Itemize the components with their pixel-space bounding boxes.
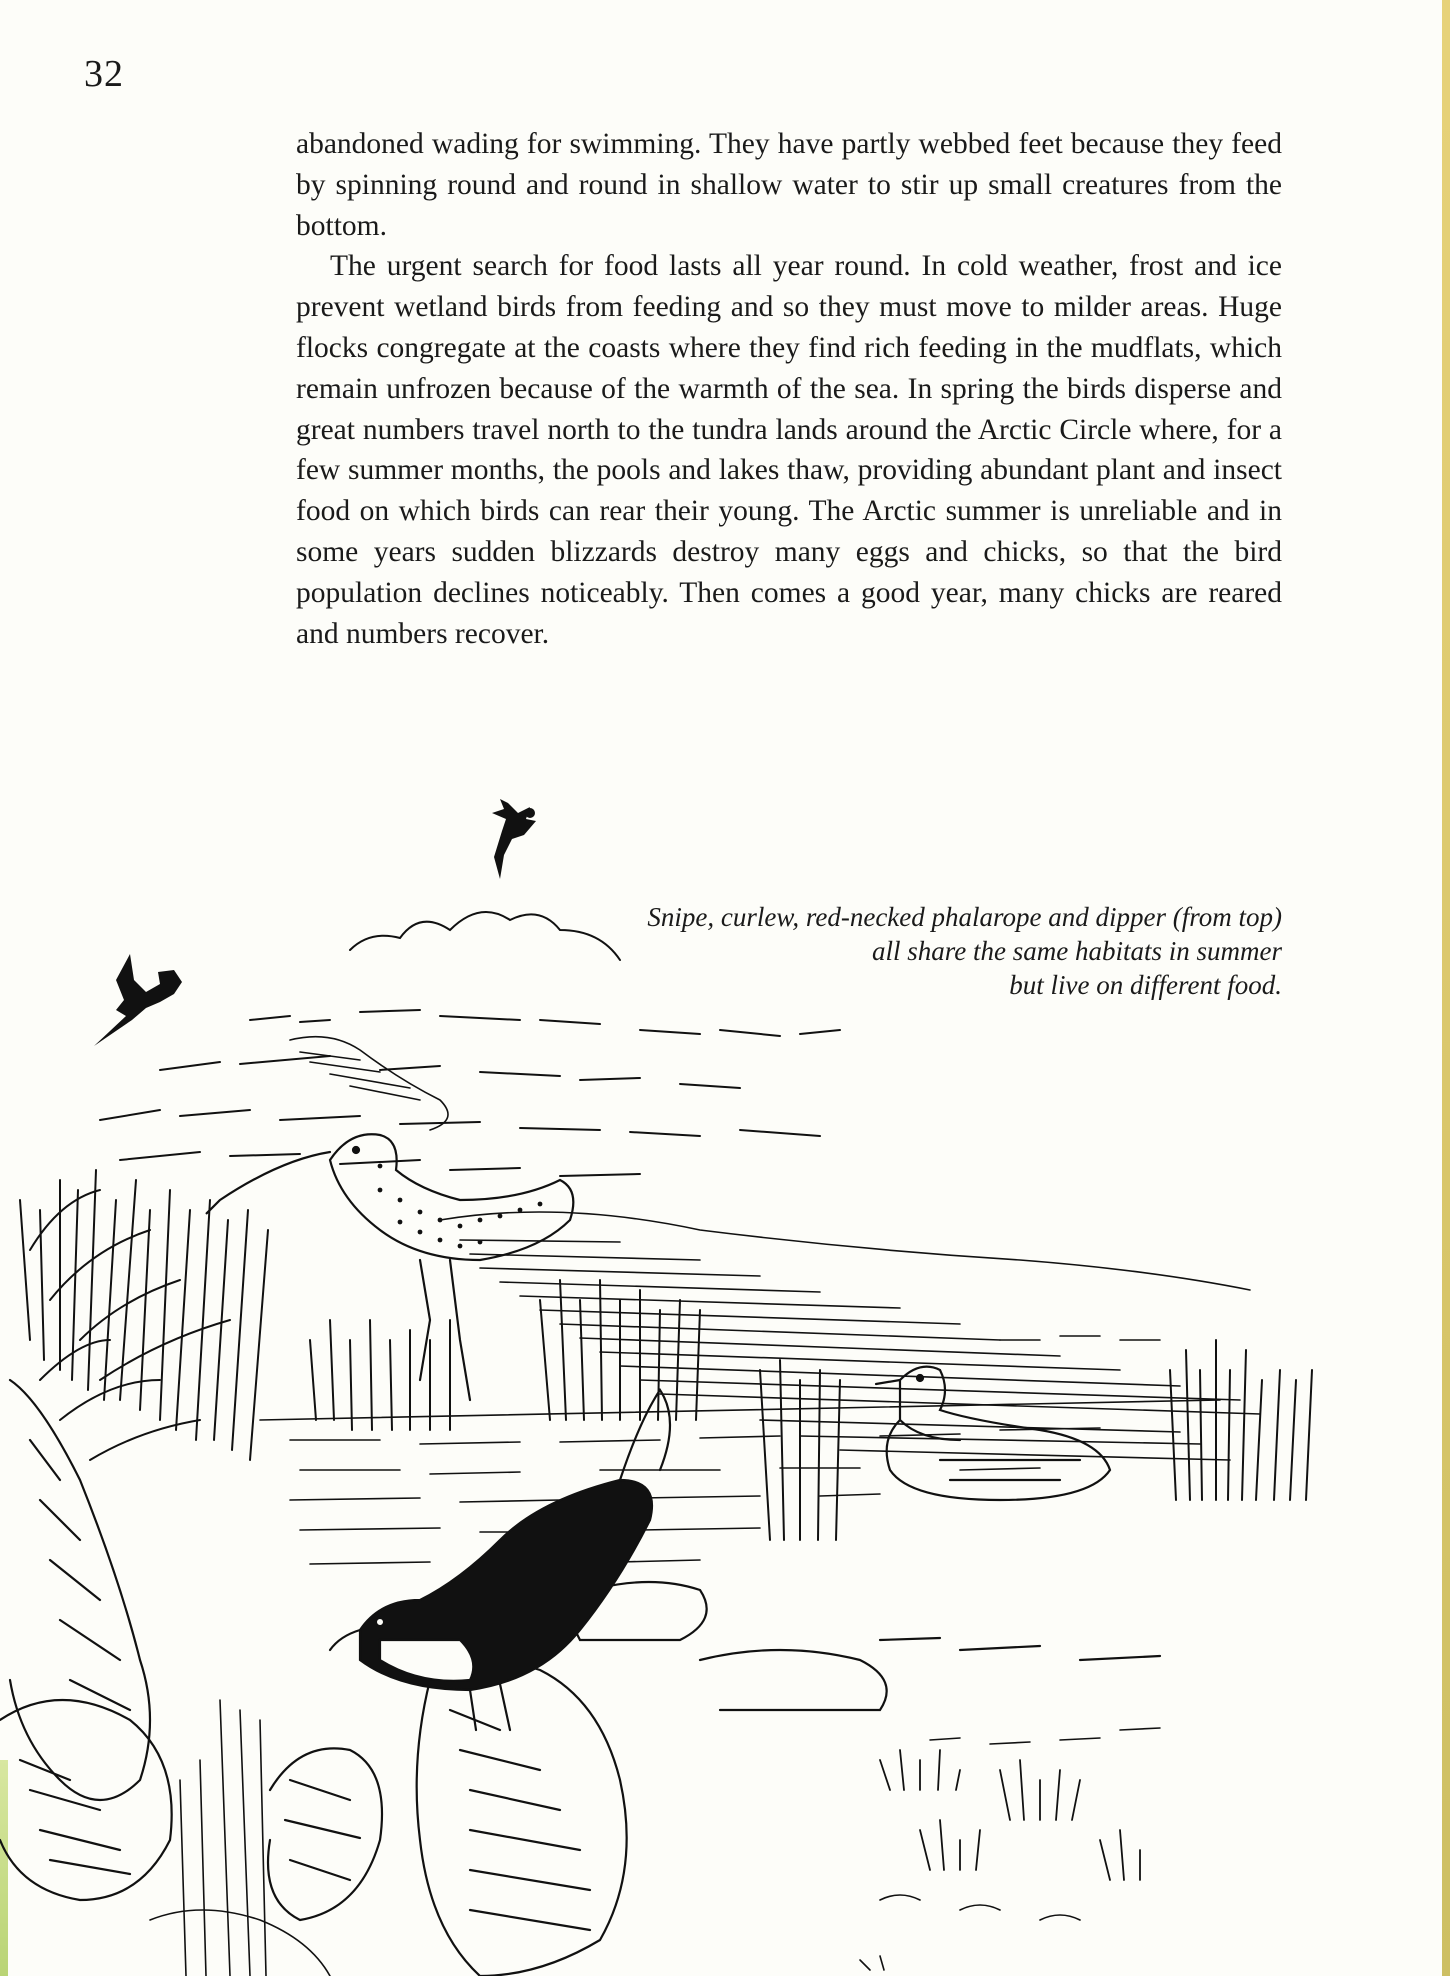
waterfall (150, 1700, 330, 1976)
caption-line-2: all share the same habitats in summer (872, 936, 1282, 966)
wetland-illustration (0, 780, 1450, 1976)
reeds-right (540, 1280, 1312, 1540)
sky-clouds (100, 912, 840, 1176)
water-pool (260, 1400, 1220, 1566)
reeds-left (20, 1170, 450, 1460)
paragraph-2: The urgent search for food lasts all year round. In cold weather, frost and ice prevent wetland birds from feeding and so they must move to milder areas. Huge flocks congregate at the coasts where they find rich feeding in the mudflats, which remain unfrozen because of the warmth of the sea. In spring the birds disperse and great numbers travel north to the tundra lands around the Arctic Circle where, for a few summer months, the pools and lakes thaw, providing abundant plant and insect food on which birds can rear their young. The Arctic summer is unreliable and in some years sudden blizzards destroy many eggs and chicks, so that the bird population declines noticeably. Then comes a good year, many chicks are reared and numbers recover. (296, 250, 1282, 650)
caption-line-1: Snipe, curlew, red-necked phalarope and dipper (from top) (647, 902, 1282, 932)
paragraph-1: abandoned wading for swimming. They have partly webbed feet because they feed by spinning round and round in shallow water to stir up small creatures from the bottom. (296, 128, 1282, 242)
distant-hills (290, 1037, 1260, 1460)
ground-tufts (880, 1750, 1140, 1880)
page-number: 32 (84, 53, 124, 95)
phalarope-bird (876, 1367, 1110, 1500)
body-text (296, 124, 1282, 654)
field-marks (860, 1336, 1160, 1970)
caption-line-3: but live on different food. (1009, 970, 1282, 1000)
